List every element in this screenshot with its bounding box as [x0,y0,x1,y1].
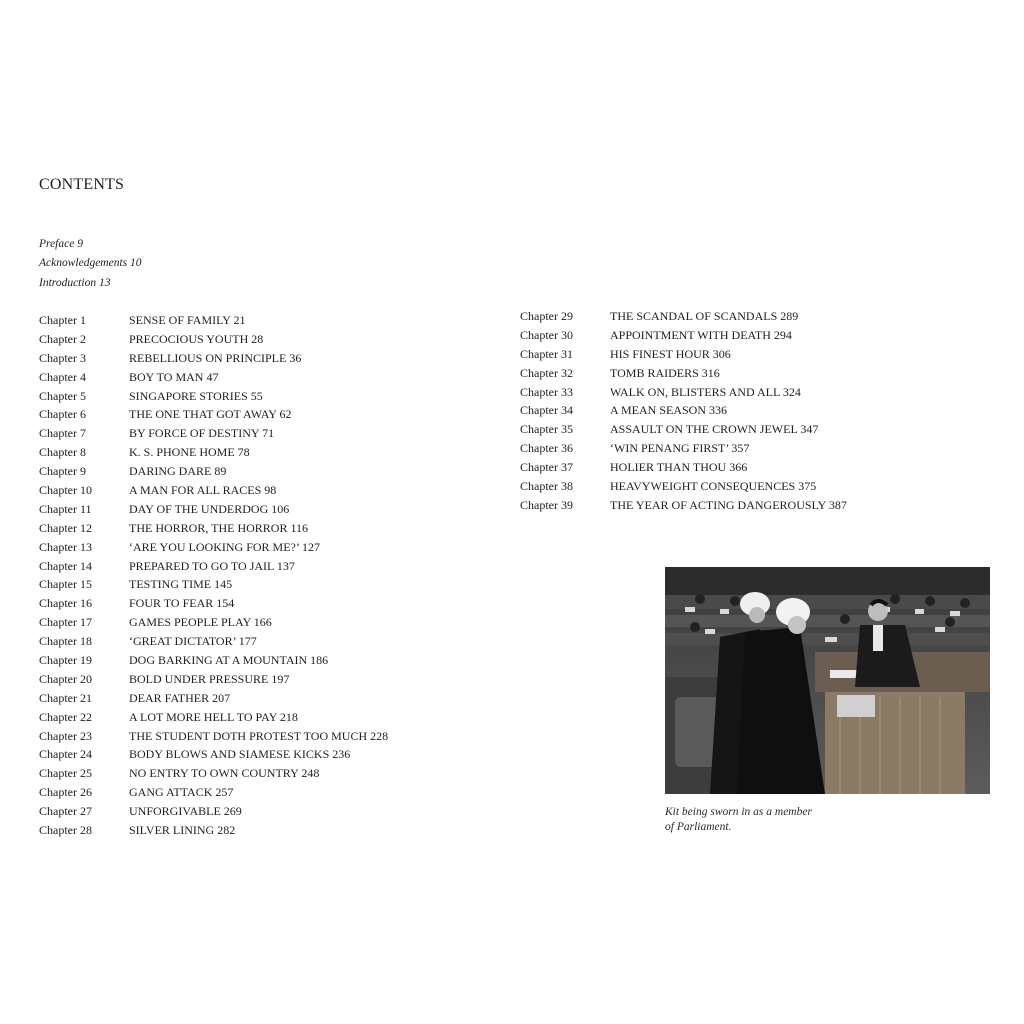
chapter-row [39,651,388,670]
chapter-title: REBELLIOUS ON PRINCIPLE 36 [129,350,302,365]
chapter-number: Chapter 10 [39,483,92,498]
chapter-number: Chapter 38 [520,479,573,494]
chapter-row [39,500,388,519]
chapter-row [39,519,388,538]
chapter-row [520,307,847,326]
chapter-number: Chapter 2 [39,331,86,346]
chapter-row [520,420,847,439]
chapter-number: Chapter 37 [520,460,573,475]
chapter-row [520,345,847,364]
chapter-row [39,632,388,651]
parliament-photo [665,567,990,794]
chapter-title: BOY TO MAN 47 [129,369,219,384]
chapter-title: THE SCANDAL OF SCANDALS 289 [610,309,799,323]
chapter-row [39,613,388,632]
chapter-row [39,783,388,802]
caption-line: Kit being sworn in as a member [665,806,812,818]
front-matter-item: Introduction 13 [39,276,111,289]
chapter-list-right [520,307,847,515]
chapter-title: K. S. PHONE HOME 78 [129,445,250,460]
chapter-title: THE HORROR, THE HORROR 116 [129,520,309,535]
chapter-row [39,330,388,349]
chapter-number: Chapter 4 [39,369,86,384]
parliament-photo-illustration [665,567,990,794]
chapter-title: ‘WIN PENANG FIRST’ 357 [610,441,750,456]
chapter-row [520,458,847,477]
page-title: CONTENTS [39,176,125,193]
chapter-number: Chapter 27 [39,804,92,819]
front-matter-item: Acknowledgements 10 [39,257,142,270]
chapter-title: THE STUDENT DOTH PROTEST TOO MUCH 228 [129,728,389,743]
chapter-number: Chapter 39 [520,497,573,512]
chapter-title: HEAVYWEIGHT CONSEQUENCES 375 [610,479,817,494]
chapter-number: Chapter 14 [39,558,92,573]
chapter-title: SENSE OF FAMILY 21 [129,313,246,327]
chapter-row [520,439,847,458]
chapter-number: Chapter 20 [39,671,92,686]
chapter-title: NO ENTRY TO OWN COUNTRY 248 [129,766,320,781]
chapter-title: WALK ON, BLISTERS AND ALL 324 [610,384,801,399]
chapter-row [520,364,847,383]
chapter-number: Chapter 24 [39,747,92,762]
chapter-number: Chapter 31 [520,346,573,361]
chapter-number: Chapter 23 [39,728,92,743]
chapter-title: A MAN FOR ALL RACES 98 [129,483,277,498]
chapter-row [520,383,847,402]
chapter-title: A MEAN SEASON 336 [610,403,728,418]
chapter-title: DARING DARE 89 [129,464,227,479]
chapter-row [39,349,388,368]
chapter-title: DEAR FATHER 207 [129,690,231,705]
chapter-number: Chapter 13 [39,539,92,554]
chapter-title: TESTING TIME 145 [129,577,233,592]
chapter-row [39,387,388,406]
chapter-row [39,802,388,821]
chapter-row [39,311,388,330]
chapter-number: Chapter 33 [520,384,573,399]
chapter-title: DAY OF THE UNDERDOG 106 [129,501,290,516]
chapter-title: ‘GREAT DICTATOR’ 177 [129,634,257,649]
chapter-row [39,575,388,594]
chapter-number: Chapter 3 [39,350,86,365]
chapter-title: BODY BLOWS AND SIAMESE KICKS 236 [129,747,351,762]
chapter-number: Chapter 17 [39,615,92,630]
chapter-title: APPOINTMENT WITH DEATH 294 [610,327,792,342]
chapter-number: Chapter 29 [520,309,573,323]
chapter-title: HOLIER THAN THOU 366 [610,460,748,475]
chapter-row [39,538,388,557]
chapter-list-left [39,311,388,840]
chapter-title: SILVER LINING 282 [129,823,236,838]
chapter-title: BY FORCE OF DESTINY 71 [129,426,275,441]
photo-caption [665,805,865,835]
chapter-number: Chapter 21 [39,690,92,705]
chapter-number: Chapter 11 [39,501,92,516]
caption-line: of Parliament. [665,821,732,833]
chapter-title: UNFORGIVABLE 269 [129,804,242,819]
chapter-row [39,594,388,613]
chapter-row [39,462,388,481]
chapter-number: Chapter 22 [39,709,92,724]
front-matter-item: Preface 9 [39,238,83,250]
chapter-row [520,326,847,345]
chapter-title: GAMES PEOPLE PLAY 166 [129,615,272,630]
chapter-title: THE YEAR OF ACTING DANGEROUSLY 387 [610,497,847,512]
chapter-title: ASSAULT ON THE CROWN JEWEL 347 [610,422,819,437]
chapter-number: Chapter 8 [39,445,86,460]
chapter-number: Chapter 6 [39,407,86,422]
chapter-number: Chapter 18 [39,634,92,649]
chapter-number: Chapter 7 [39,426,86,441]
chapter-title: A LOT MORE HELL TO PAY 218 [129,709,298,724]
chapter-number: Chapter 34 [520,403,573,418]
chapter-row [39,727,388,746]
front-matter-list [39,235,142,293]
chapter-title: PRECOCIOUS YOUTH 28 [129,331,264,346]
chapter-number: Chapter 35 [520,422,573,437]
chapter-row [39,745,388,764]
chapter-title: BOLD UNDER PRESSURE 197 [129,671,290,686]
chapter-title: DOG BARKING AT A MOUNTAIN 186 [129,653,329,668]
chapter-title: SINGAPORE STORIES 55 [129,388,263,403]
chapter-row [39,557,388,576]
chapter-title: ‘ARE YOU LOOKING FOR ME?’ 127 [129,539,320,554]
chapter-row [39,481,388,500]
chapter-number: Chapter 1 [39,313,86,327]
chapter-title: HIS FINEST HOUR 306 [610,346,731,361]
chapter-row [39,764,388,783]
chapter-row [520,496,847,515]
chapter-title: PREPARED TO GO TO JAIL 137 [129,558,295,573]
chapter-number: Chapter 30 [520,327,573,342]
chapter-number: Chapter 12 [39,520,92,535]
chapter-row [520,477,847,496]
chapter-number: Chapter 28 [39,823,92,838]
chapter-title: TOMB RAIDERS 316 [610,365,720,380]
chapter-row [39,670,388,689]
chapter-row [39,405,388,424]
chapter-number: Chapter 36 [520,441,573,456]
chapter-title: THE ONE THAT GOT AWAY 62 [129,407,292,422]
chapter-row [520,401,847,420]
chapter-number: Chapter 9 [39,464,86,479]
chapter-title: GANG ATTACK 257 [129,785,234,800]
chapter-title: FOUR TO FEAR 154 [129,596,235,611]
chapter-row [39,368,388,387]
chapter-row [39,708,388,727]
chapter-number: Chapter 16 [39,596,92,611]
chapter-row [39,689,388,708]
chapter-number: Chapter 25 [39,766,92,781]
chapter-row [39,424,388,443]
chapter-row [39,821,388,840]
chapter-number: Chapter 32 [520,365,573,380]
chapter-row [39,443,388,462]
chapter-number: Chapter 15 [39,577,92,592]
chapter-number: Chapter 5 [39,388,86,403]
chapter-number: Chapter 19 [39,653,92,668]
chapter-number: Chapter 26 [39,785,92,800]
